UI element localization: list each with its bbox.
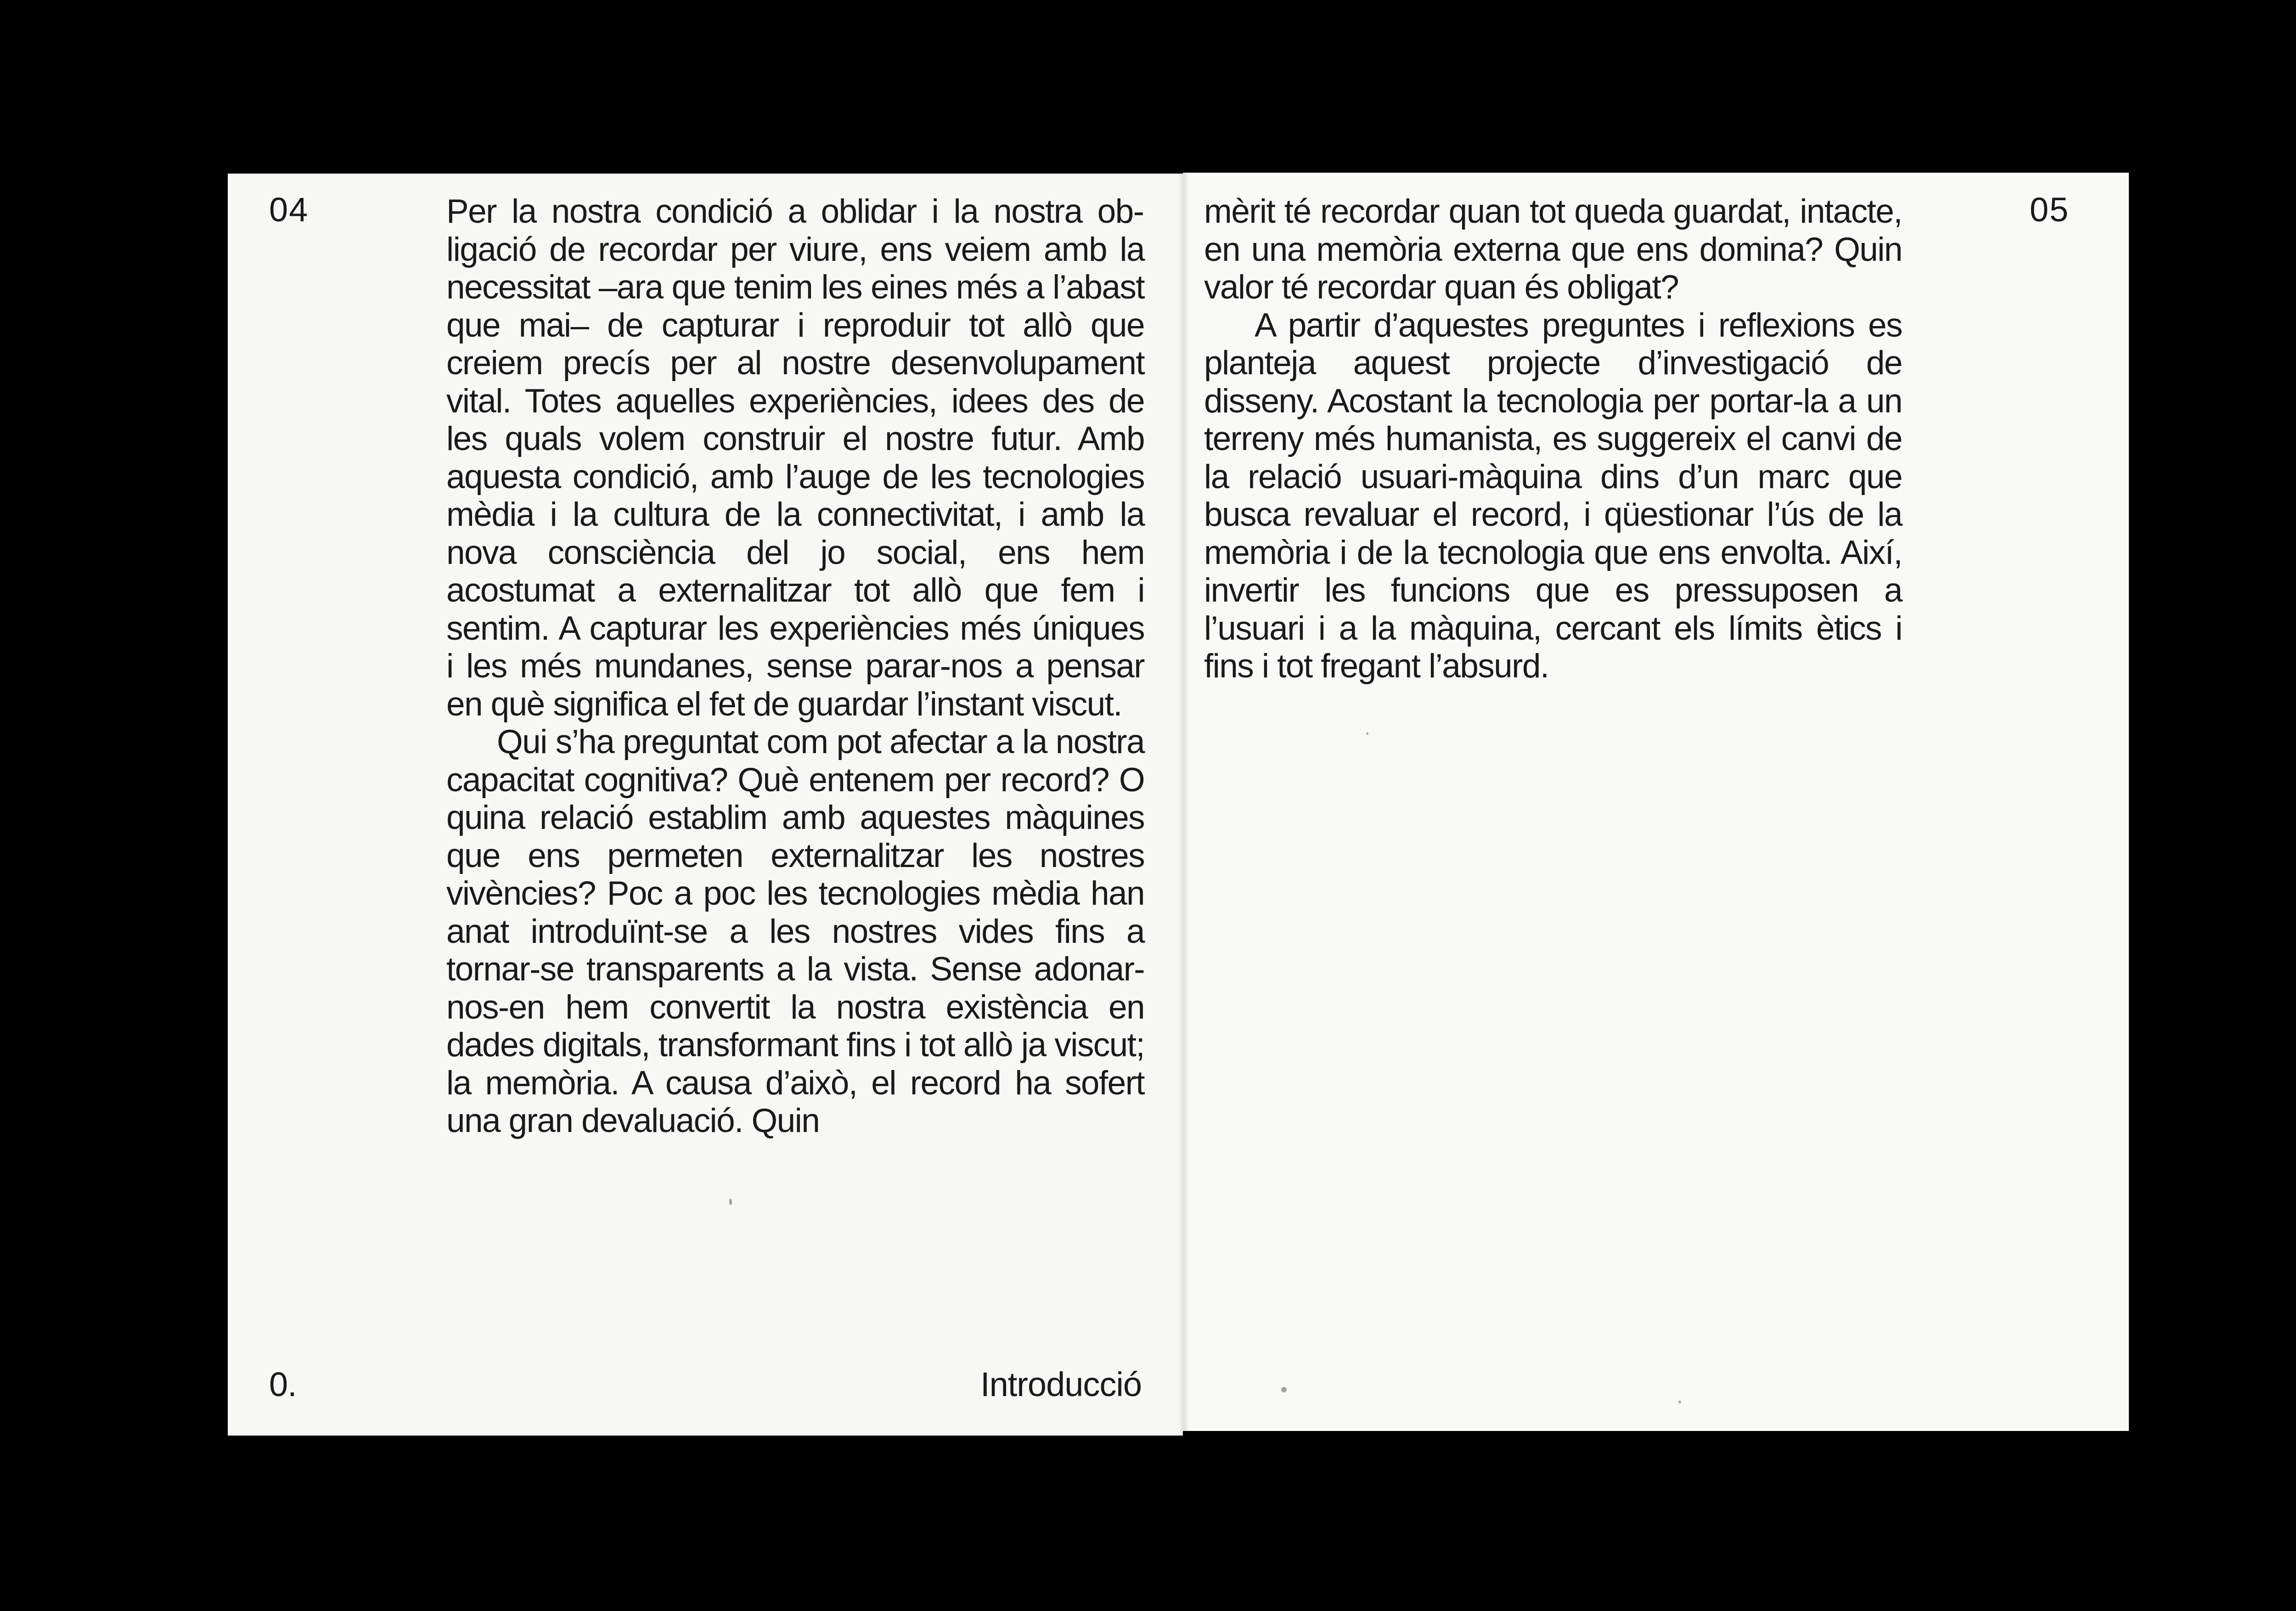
page-number-right: 05	[2030, 191, 2070, 229]
book-spine	[1178, 173, 1189, 1436]
paragraph: mèrit té recordar quan tot queda guardat, intacte, en una memòria externa que ens domina? Quin valor té recordar quan és obligat?	[1204, 193, 1902, 306]
paper-speck	[1281, 1387, 1287, 1392]
paragraph: Per la nostra condició a oblidar i la nostra obligació de recordar per viure, ens veiem amb la necessitat –ara que tenim les eines més a l’abast que mai– de capturar i reproduir tot allò que creiem precís per al nostre desenvolupament vital. Totes aquelles experiències, idees des de les quals volem construir el nostre futur. Amb aquesta condició, amb l’auge de les tecnologies mèdia i la cultura de la connectivitat, i amb la nova consciència del jo social, ens hem acostumat a externalitzar tot allò que fem i sentim. A capturar les experiències més úniques i les més mundanes, sense parar-nos a pensar en què significa el fet de guardar l’instant viscut.	[446, 193, 1144, 723]
paragraph: A partir d’aquestes preguntes i reflexions es planteja aquest projecte d’investigació de disseny. Acostant la tecnologia per portar-la a un terreny més humanista, es suggereix el canvi de la relació usuari-màquina dins d’un marc que busca revaluar el record, i qüestionar l’ús de la memòria i de la tecnologia que ens envolta. Així, invertir les funcions que es pressuposen a l’usuari i a la màquina, cercant els límits ètics i fins i tot fregant l’absurd.	[1204, 306, 1902, 685]
left-body-column	[446, 193, 1144, 1140]
paper-speck	[1366, 732, 1368, 735]
paragraph: Qui s’ha preguntat com pot afectar a la nostra capacitat cognitiva? Què entenem per record? O quina relació establim amb aquestes màquines que ens permeten externalitzar les nostres vivències? Poc a poc les tecnologies mèdia han anat introduïnt-se a les nostres vides fins a tornar-se transparents a la vista. Sense adonar-nos-en hem convertit la nostra existència en dades digitals, transformant fins i tot allò ja viscut; la memòria. A causa d’això, el record ha sofert una gran devaluació. Quin	[446, 723, 1144, 1139]
right-body-column	[1204, 193, 1902, 686]
show-through-index	[289, 232, 340, 472]
paper-speck	[1678, 1401, 1681, 1403]
paper-speck	[729, 1199, 732, 1205]
footer-section-title: Introducció	[980, 1365, 1142, 1403]
footer-section-number: 0.	[269, 1365, 297, 1403]
page-number-left: 04	[269, 191, 309, 229]
